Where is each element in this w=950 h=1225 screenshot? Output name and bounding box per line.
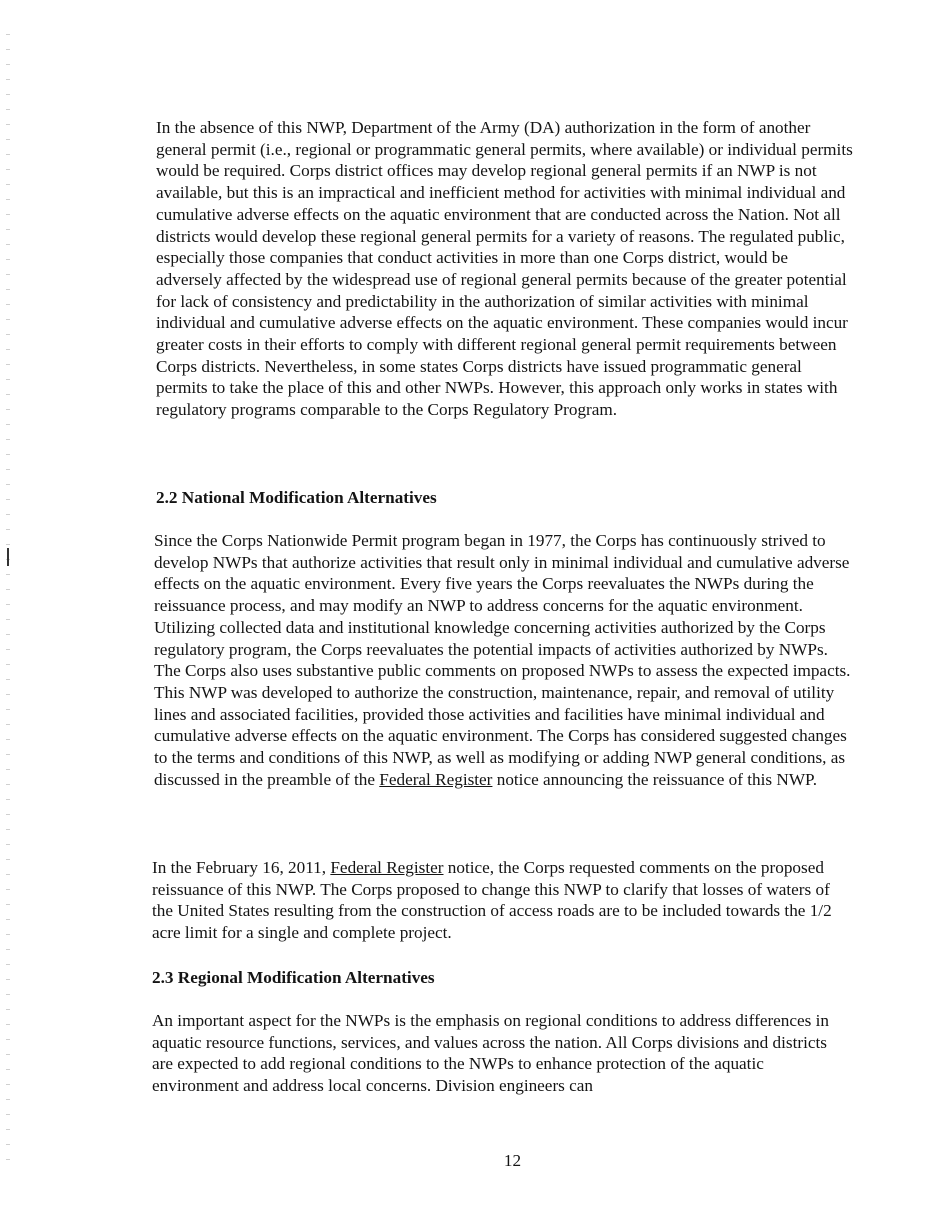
paragraph-national-modification-text: Since the Corps Nationwide Permit program began in 1977, the Corps has continuously strived to develop NWPs that authorize activities that result only in minimal individual and cumulative adverse effects on the aquatic environment. Every five years the Corps reevaluates the NWPs during the reissuance process, and may modify an NWP to address concerns for the aquatic environment. Utilizing collected data and institutional knowledge concerning activities authorized by the Corps regulatory program, the Corps reevaluates the potential impacts of activities authorized by NWPs. The Corps also uses substantive public comments on proposed NWPs to assess the expected impacts. This NWP was developed to authorize the construction, maintenance, repair, and removal of utility lines and associated facilities, provided those activities and facilities have minimal individual and cumulative adverse effects on the aquatic environment. The Corps has considered suggested changes to the terms and conditions of this NWP, as well as modifying or adding NWP general conditions, as discussed in the preamble of the [154,531,851,789]
paragraph-february-notice-text: In the February 16, 2011, [152,858,331,877]
paragraph-da-authorization: In the absence of this NWP, Department of the Army (DA) authorization in the form of another general permit (i.e., regional or programmatic general permits, where available) or individual permits would be required. Corps district offices may develop regional general permits if an NWP is not available, but this is an impractical and inefficient method for activities with minimal individual and cumulative adverse effects on the aquatic environment that are conducted across the Nation. Not all districts would develop these regional general permits for a variety of reasons. The regulated public, especially those companies that conduct activities in more than one Corps district, would be adversely affected by the widespread use of regional general permits because of the greater potential for lack of consistency and predictability in the authorization of similar activities with minimal individual and cumulative adverse effects on the aquatic environment. These companies would incur greater costs in their efforts to comply with different regional general permit requirements between Corps districts. Nevertheless, in some states Corps districts have issued programmatic general permits to take the place of this and other NWPs. However, this approach only works in states with regulatory programs comparable to the Corps Regulatory Program. [156,118,853,420]
paragraph-february-notice [152,857,852,944]
paragraph-february-notice-tail: notice, the Corps requested comments on the proposed reissuance of this NWP. The Corps proposed to change this NWP to clarify that losses of waters of the United States resulting from the construction of access roads are to be included towards the 1/2 acre limit for a single and complete project. [152,858,832,943]
page-number: 12 [503,1151,522,1170]
paragraph-regional-modification: An important aspect for the NWPs is the emphasis on regional conditions to address differences in aquatic resource functions, services, and values across the nation. All Corps divisions and districts are expected to add regional conditions to the NWPs to enhance protection of the aquatic environment and address local concerns. Division engineers can [152,1011,830,1096]
heading-regional-modification-alternatives: 2.3 Regional Modification Alternatives [152,968,435,987]
paragraph-national-modification [154,530,854,790]
scan-edge-artifact [6,20,10,1170]
scan-mark-artifact [7,548,9,566]
federal-register-reference: Federal Register [330,858,444,877]
paragraph-national-modification-tail: notice announcing the reissuance of this NWP. [492,769,817,789]
heading-national-modification-alternatives: 2.2 National Modification Alternatives [156,488,437,507]
federal-register-reference: Federal Register [379,769,493,789]
